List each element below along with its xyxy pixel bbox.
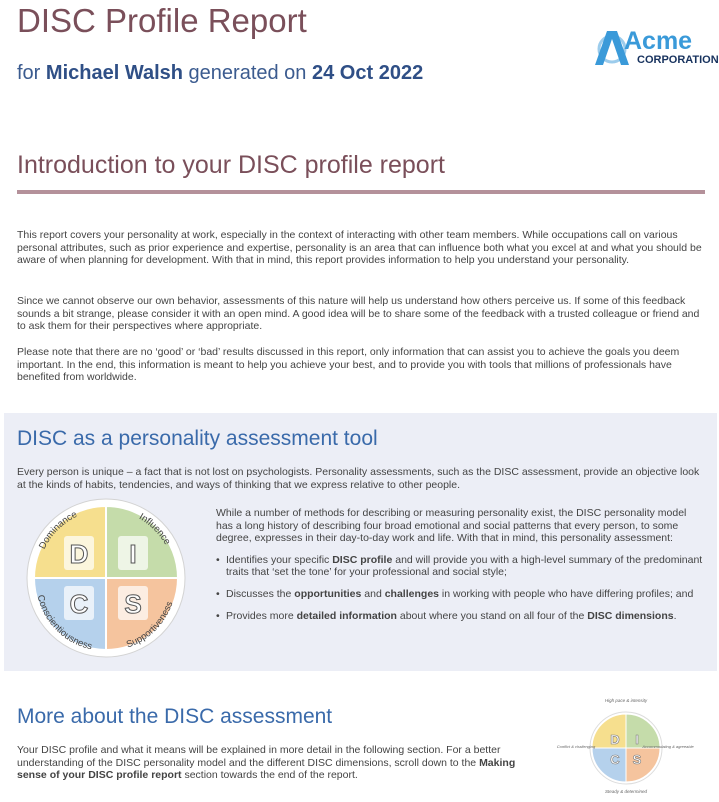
small-wheel-label-left: Conflict & challenging [556, 744, 596, 749]
disc-tool-heading: DISC as a personality assessment tool [17, 427, 378, 450]
intro-paragraph-1: This report covers your personality at work, especially in the context of interacting with other team members. While occupations call on various personal attributes, such as prior experience and expertise, personality is an area that can influence both what you excel at and what you should be aware of when planning for development. With that in mind, this report provides information to help you understand your personality. [17, 229, 702, 267]
small-wheel-label-right: Accommodating & agreeable [642, 744, 694, 749]
bullet-dot: • [216, 609, 220, 622]
bullet-item: • Identifies your specific DISC profile and will provide you with a high-level summary of the predominant traits that ‘set the tone’ for your professional and social style; [216, 553, 703, 579]
heading-divider [17, 190, 705, 194]
disc-small-wheel-diagram [556, 692, 694, 800]
small-wheel-letter-i: I [635, 732, 639, 747]
page-title: DISC Profile Report [17, 2, 307, 39]
report-date: 24 Oct 2022 [312, 62, 424, 84]
small-wheel-letter-d: D [610, 732, 620, 747]
acme-corporation-logo [591, 25, 719, 69]
small-wheel-letter-s: S [632, 752, 642, 767]
wheel-label-influence: Influence [137, 511, 173, 547]
intro-paragraph-2: Since we cannot observe our own behavior, assessments of this nature will help us understand how others perceive us. If some of this feedback sounds a bit strange, please consider it with an open mind. A good idea will be to share some of the feedback with a trusted colleague or friend and to ask them for their perspectives where appropriate. [17, 295, 700, 333]
more-paragraph: Your DISC profile and what it means will be explained in more detail in the following section. For a better understanding of the DISC personality model and the different DISC dimensions, scroll down to the Making sense of your DISC profile report section towards the end of the report. [17, 744, 516, 782]
disc-tool-paragraph: Every person is unique – a fact that is not lost on psychologists. Personality assessments, such as the DISC assessment, provide an objective look at the kinds of habits, tendencies, and ways of thinking that we express relative to other people. [17, 466, 700, 491]
wheel-letter-i: I [129, 539, 137, 569]
report-subtitle [17, 62, 423, 85]
disc-wheel-diagram [22, 498, 190, 658]
small-wheel-label-top: High pace & intensity [604, 698, 648, 703]
for-label: for [17, 62, 41, 84]
logo-tagline: CORPORATION [637, 54, 719, 66]
wheel-label-dominance: Dominance [37, 509, 79, 552]
small-wheel-label-bottom: Steady & determined [604, 789, 648, 794]
bullet-dot: • [216, 553, 220, 566]
disc-tool-description [216, 507, 704, 622]
bullet-item: • Provides more detailed information about where you stand on all four of the DISC dimensions. [216, 609, 677, 622]
bullet-dot: • [216, 587, 220, 600]
disc-tool-right-paragraph: While a number of methods for describing or measuring personality exist, the DISC personality model has a long history of describing four broad emotional and social patterns that every person, to some degree, expresses in their day-to-day work and life. With that in mind, this personality assessment: [216, 507, 687, 545]
intro-paragraph-3: Please note that there are no ‘good’ or ‘bad’ results discussed in this report, only information that can assist you to achieve the goals you deem important. In the end, this information is meant to help you achieve your best, and to provide you with tools that millions of professionals have benefited from worldwide. [17, 346, 680, 384]
person-name: Michael Walsh [45, 62, 183, 84]
wheel-letter-s: S [124, 589, 142, 619]
wheel-letter-c: C [69, 589, 89, 619]
disc-tool-bullet-list [216, 554, 704, 622]
logo-name: Acme [624, 27, 693, 55]
wheel-letter-d: D [69, 539, 89, 569]
more-heading: More about the DISC assessment [17, 705, 333, 728]
bullet-item: • Discusses the opportunities and challenges in working with people who have differing profiles; and [216, 587, 694, 600]
generated-label: generated on [188, 62, 307, 84]
making-sense-section-name: Making sense of your DISC profile report [17, 756, 516, 782]
wheel-label-conscientiousness: Conscientiousness [34, 593, 94, 653]
intro-heading: Introduction to your DISC profile report [17, 151, 445, 179]
small-wheel-letter-c: C [610, 752, 620, 767]
wheel-label-supportiveness: Supportiveness [124, 599, 176, 651]
